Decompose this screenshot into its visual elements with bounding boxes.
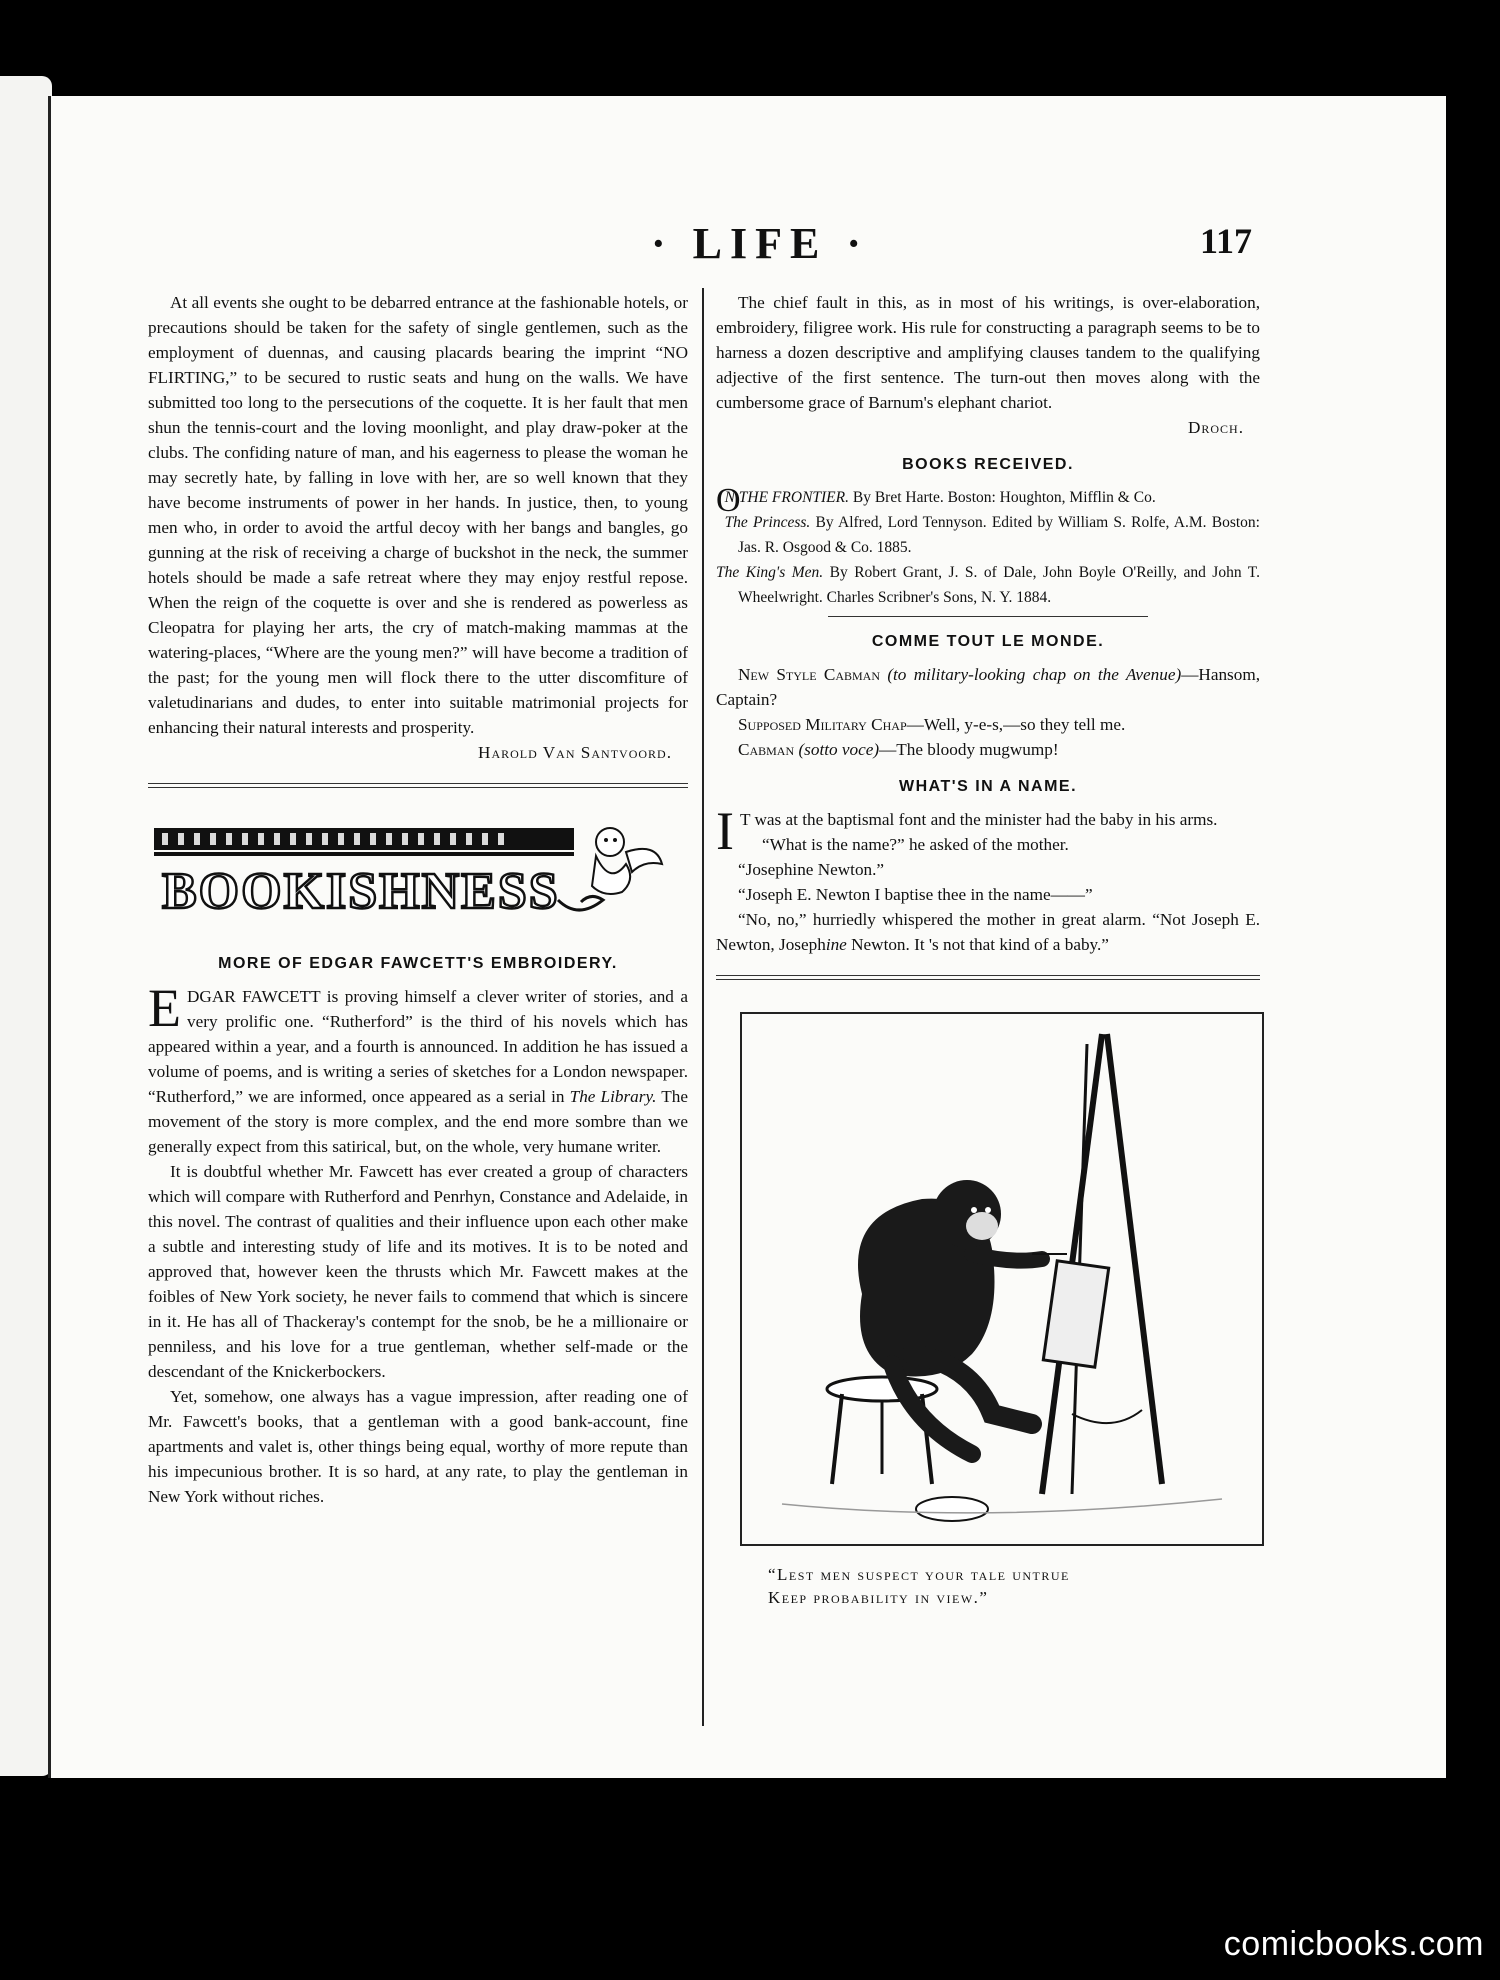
bookishness-banner	[148, 816, 668, 926]
fawcett-paragraph: It is doubtful whether Mr. Fawcett has ever created a group of characters which will compare with Rutherford and Penrhyn, Constance and Adelaide, in this novel. The contrast of qualities and their influence upon each other make a subtle and interesting study of life and its motives. It is to be noted and approved that, however keen the thrusts which Mr. Fawcett makes at the foibles of New York society, he never fails to commend that which is sincere in it. He has all of Thackeray's contempt for the snob, be he a millionaire or penniless, and his love for a true gentleman, whether self-made or the descendant of the Knickerbockers.	[148, 1162, 688, 1381]
emphasis: ine	[825, 935, 847, 954]
comme-heading: COMME TOUT LE MONDE.	[871, 633, 1105, 650]
name-heading: WHAT'S IN A NAME.	[898, 778, 1078, 795]
site-watermark: comicbooks.com	[1223, 1925, 1484, 1963]
dialogue-text: —Well, y-e-s,—so they tell me.	[906, 715, 1126, 734]
author-signature: Harold Van Santvoord.	[478, 743, 672, 762]
left-column	[148, 290, 688, 1509]
column-divider	[702, 288, 704, 1726]
dialogue-line	[716, 737, 1260, 762]
monkey-painter-illustration	[740, 1012, 1264, 1546]
fawcett-first-paragraph	[148, 978, 688, 1159]
previous-page-edge	[0, 76, 52, 1776]
name-last	[716, 907, 1260, 957]
book-entry	[716, 560, 1260, 610]
fawcett-paragraph: Yet, somehow, one always has a vague impression, after reading one of Mr. Fawcett's books, that a gentleman with a good bank-account, fine apartments and valet is, other things being equal, worthy of more repute than his impecunious brother. It is so hard, at any rate, to play the gentleman in New York without riches.	[148, 1387, 688, 1506]
page-number: 117	[1200, 221, 1253, 261]
coquette-paragraph: At all events she ought to be debarred entrance at the fashionable hotels, or precautions should be taken for the safety of single gentlemen, such as the employment of duennas, and causing placards bearing the imprint “NO FLIRTING,” to be secured to rustic seats and hung on the walls. We have submitted too long to the persecutions of the coquette. It is her fault that men shun the tennis-court and the loving moonlight, and play draw-poker at the clubs. The confiding nature of man, and his eagerness to please the woman he may secretly hate, by falling in love with her, are so well known that they have become instruments of power in her hands. In justice, then, to young men who, in order to avoid the artful decoy with her bangs and bangles, go gunning at the risk of receiving a charge of buckshot in the neck, the summer hotels should be made a safe retreat where they may enjoy restful repose. When the reign of the coquette is over and she is rendered as powerless as Cleopatra for playing her arts, the cry of match-making mammas at the watering-places, “Where are the young men?” will have become a tradition of the past; for the young men will flock there to the utter discomfiture of valetudinarians and dudes, to enter into suitable matrimonial projects for enhancing their natural interests and prosperity.	[148, 293, 688, 737]
section-rule	[716, 975, 1260, 980]
cartoon-caption-line: Keep probability in view.”	[768, 1588, 989, 1607]
name-line: “Josephine Newton.”	[738, 860, 885, 879]
reviewer-signature: Droch.	[1187, 418, 1244, 437]
review-continuation: The chief fault in this, as in most of his writings, is over-elaboration, embroidery, filigree work. His rule for constructing a paragraph seems to be to harness a dozen descriptive and amplifying clauses tandem to the qualifying adjective of the first sentence. The turn-out then moves along with the cumbersome grace of Barnum's elephant chariot.	[716, 293, 1260, 412]
section-rule	[148, 783, 688, 788]
name-text: T was at the baptismal font and the minister had the baby in his arms.	[739, 810, 1218, 829]
drop-cap-o: O	[716, 482, 741, 519]
book-entry	[716, 482, 1260, 519]
book-title: N THE FRONTIER.	[724, 489, 849, 506]
dialogue-line	[716, 712, 1260, 737]
drop-cap-e: E	[148, 978, 181, 1038]
right-column	[716, 290, 1260, 1609]
magazine-title: · LIFE ·	[650, 219, 870, 268]
banner-lettering: BOOKISHNESS	[162, 863, 560, 920]
fawcett-text-end: The movement of the story is more complex, and the end more sombre than we generally expect from this satirical, but, on the whole, very humane writer.	[148, 1087, 688, 1156]
book-title: The Princess.	[724, 514, 811, 531]
book-details: By Bret Harte. Boston: Houghton, Mifflin & Co.	[849, 489, 1156, 506]
name-last-end: Newton. It 's not that kind of a baby.”	[846, 935, 1109, 954]
dialogue-line	[716, 662, 1260, 712]
book-title: The King's Men.	[716, 564, 824, 581]
speaker: Supposed Military Chap	[738, 715, 907, 734]
stage-direction: (sotto voce)	[798, 740, 880, 759]
name-last-text: “No, no,” hurriedly whispered the mother in great alarm. “Not Joseph E. Newton, Joseph	[716, 910, 1260, 954]
name-line: “Joseph E. Newton I baptise thee in the name——”	[738, 885, 1093, 904]
library-title: The Library.	[569, 1087, 657, 1106]
books-received-heading: BOOKS RECEIVED.	[902, 456, 1074, 473]
name-line: “What is the name?” he asked of the mother.	[761, 835, 1069, 854]
drop-cap-i: I	[716, 801, 734, 861]
short-rule	[828, 616, 1148, 617]
dialogue-text: —The bloody mugwump!	[879, 740, 1059, 759]
book-entry	[716, 510, 1260, 560]
speaker: New Style Cabman	[738, 665, 881, 684]
page-header	[0, 218, 1500, 278]
stage-direction: (to military-looking chap on the Avenue)	[887, 665, 1182, 684]
speaker: Cabman	[738, 740, 795, 759]
book-details: By Alfred, Lord Tennyson. Edited by William S. Rolfe, A.M. Boston: Jas. R. Osgood & Co. 1885.	[738, 514, 1260, 556]
fawcett-text: DGAR FAWCETT is proving himself a clever writer of stories, and a very prolific one. “Rutherford” is the third of his novels which has appeared within a year, and a fourth is announced. In addition he has issued a volume of poems, and is writing a series of sketches for a London newspaper. “Rutherford,” we are informed, once appeared as a serial in	[148, 987, 688, 1106]
cartoon-caption-line: “Lest men suspect your tale untrue	[768, 1565, 1070, 1584]
book-details: By Robert Grant, J. S. of Dale, John Boyle O'Reilly, and John T. Wheelwright. Charles Scribner's Sons, N. Y. 1884.	[738, 564, 1260, 606]
fawcett-heading: MORE OF EDGAR FAWCETT'S EMBROIDERY.	[218, 955, 618, 972]
dialogue-text: —Hansom, Captain?	[716, 665, 1260, 709]
